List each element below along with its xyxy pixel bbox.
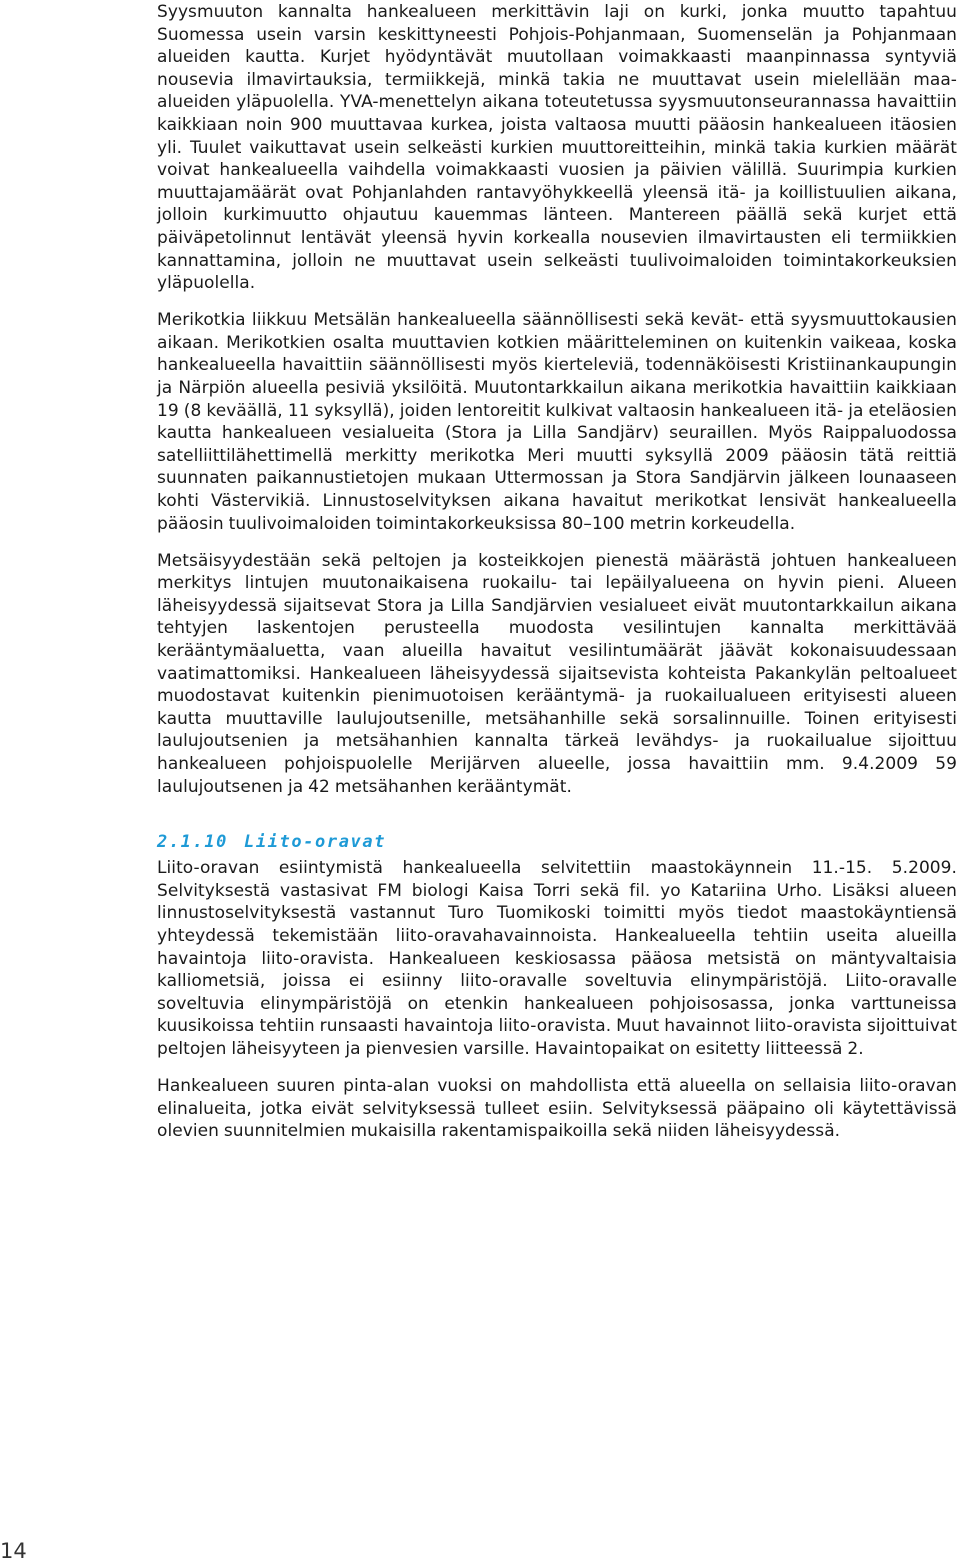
page-number: 14 [0, 1539, 27, 1563]
section-heading [157, 831, 957, 853]
page-body [157, 0, 957, 1157]
section-number: 2.1.10 [157, 832, 229, 853]
body-paragraph: Metsäisyydestään sekä peltojen ja kosteikkojen pienestä määrästä johtuen hankealueen merkitys lintujen muutonaikaisena ruokailu- tai lepäilyalueena on hyvin pieni. Alueen läheisyydessä sijaitsevat Stora ja Lilla Sandjärvien vesialueet eivät muutontarkkailun aikana tehtyjen laskentojen perusteella muodosta vesilintujen kannalta merkittävää kerääntymäaluetta, vaan alueilla havaitut vesilintumäärät jäävät kokonaisuudessaan vaatimattomiksi. Hankealueen läheisyydessä sijaitsevista kohteista Pakankylän peltoalueet muodostavat kuitenkin pienimuotoisen kerääntymä- ja ruokailualueen erityisesti alueen kautta muuttaville laulujoutsenille, metsähanhille sekä sorsalinnuille. Toinen erityisesti laulujoutsenien ja metsähanhien kannalta tärkeä levähdys- ja ruokailualue sijoittuu hankealueen pohjoispuolelle Merijärven alueelle, jossa havaittiin mm. 9.4.2009 59 laulujoutsenen ja 42 metsähanhen kerääntymät. [157, 550, 957, 797]
body-paragraph: Hankealueen suuren pinta-alan vuoksi on mahdollista että alueella on sellaisia liito-oravan elinalueita, jotka eivät selvityksessä tulleet esiin. Selvityksessä pääpaino oli käytettävissä olevien suunnitelmien mukaisilla rakentamispaikoilla sekä niiden läheisyydessä. [157, 1076, 957, 1142]
section-title: Liito-oravat [244, 832, 387, 853]
body-paragraph: Syysmuuton kannalta hankealueen merkittävin laji on kurki, jonka muutto tapahtuu Suomessa usein varsin keskittyneesti Pohjois-Pohjanmaan, Suomenselän ja Pohjanmaan alueiden kautta. Kurjet hyödyntävät muutollaan voimakkaasti maanpinnassa syntyviä nousevia ilmavirtauksia, termiikkejä, minkä takia ne muuttavat usein mielellään maa-alueiden yläpuolella. YVA-menettelyn aikana toteutetussa syysmuutonseurannassa havaittiin kaikkiaan noin 900 muuttavaa kurkea, joista valtaosa muutti pääosin hankealueen itäosien yli. Tuulet vaikuttavat usein selkeästi kurkien muuttoreitteihin, minkä takia kurkien määrät voivat hankealueella vaihdella voimakkaasti vuosien ja päivien välillä. Suurimpia kurkien muuttajamäärät ovat Pohjanlahden rantavyöhykkeellä yleensä itä- ja koillistuulien aikana, jolloin kurkimuutto ohjautuu kauemmas länteen. Mantereen päällä sekä kurjet että päiväpetolinnut lentävät yleensä hyvin korkealla nousevien ilmavirtausten eli termiikkien kannattamina, jolloin ne muuttavat usein selkeästi tuulivoimaloiden toimintakorkeuksien yläpuolella. [157, 2, 957, 294]
body-paragraph: Merikotkia liikkuu Metsälän hankealueella säännöllisesti sekä kevät- että syysmuuttokausien aikaan. Merikotkien osalta muuttavien kotkien määritteleminen on kuitenkin vaikeaa, koska hankealueella havaittiin säännöllisesti myös kierteleviä, todennäköisesti Kristiinankaupungin ja Närpiön alueella pesiviä yksilöitä. Muutontarkkailun aikana merikotkia havaittiin kaikkiaan 19 (8 keväällä, 11 syksyllä), joiden lentoreitit kulkivat valtaosin hankealueen itä- ja eteläosien kautta hankealueen vesialueita (Stora ja Lilla Sandjärv) seuraillen. Myös Raippaluodossa satelliittilähettimellä merkitty merikotka Meri muutti syksyllä 2009 pääosin tätä reittiä suunnaten paikannustietojen mukaan Uttermossan ja Stora Sandjärvin jälkeen lounaaseen kohti Västervikiä. Linnustoselvityksen aikana havaitut merikotkat lensivät hankealueella pääosin tuulivoimaloiden toimintakorkeuksissa 80–100 metrin korkeudella. [157, 310, 957, 534]
body-paragraph: Liito-oravan esiintymistä hankealueella selvitettiin maastokäynnein 11.-15. 5.2009. Selvityksestä vastasivat FM biologi Kaisa Torri sekä fil. yo Katariina Urho. Lisäksi alueen linnustoselvityksestä vastannut Turo Tuomikoski toimitti myös tiedot maastokäyntiensä yhteydessä tekemistään liito-oravahavainnoista. Hankealueella tehtiin useita alueilla havaintoja liito-oravista. Hankealueen keskiosassa pääosa metsistä on mäntyvaltaisia kalliometsiä, joissa ei esiinny liito-oravalle soveltuvia elinympäristöjä. Liito-oravalle soveltuvia elinympäristöjä on etenkin hankealueen pohjoisosassa, jonka varttuneissa kuusikoissa tehtiin runsaasti havaintoja liito-oravista. Muut havainnot liito-oravista sijoittuivat peltojen läheisyyteen ja pienvesien varsille. Havaintopaikat on esitetty liitteessä 2. [157, 858, 957, 1059]
